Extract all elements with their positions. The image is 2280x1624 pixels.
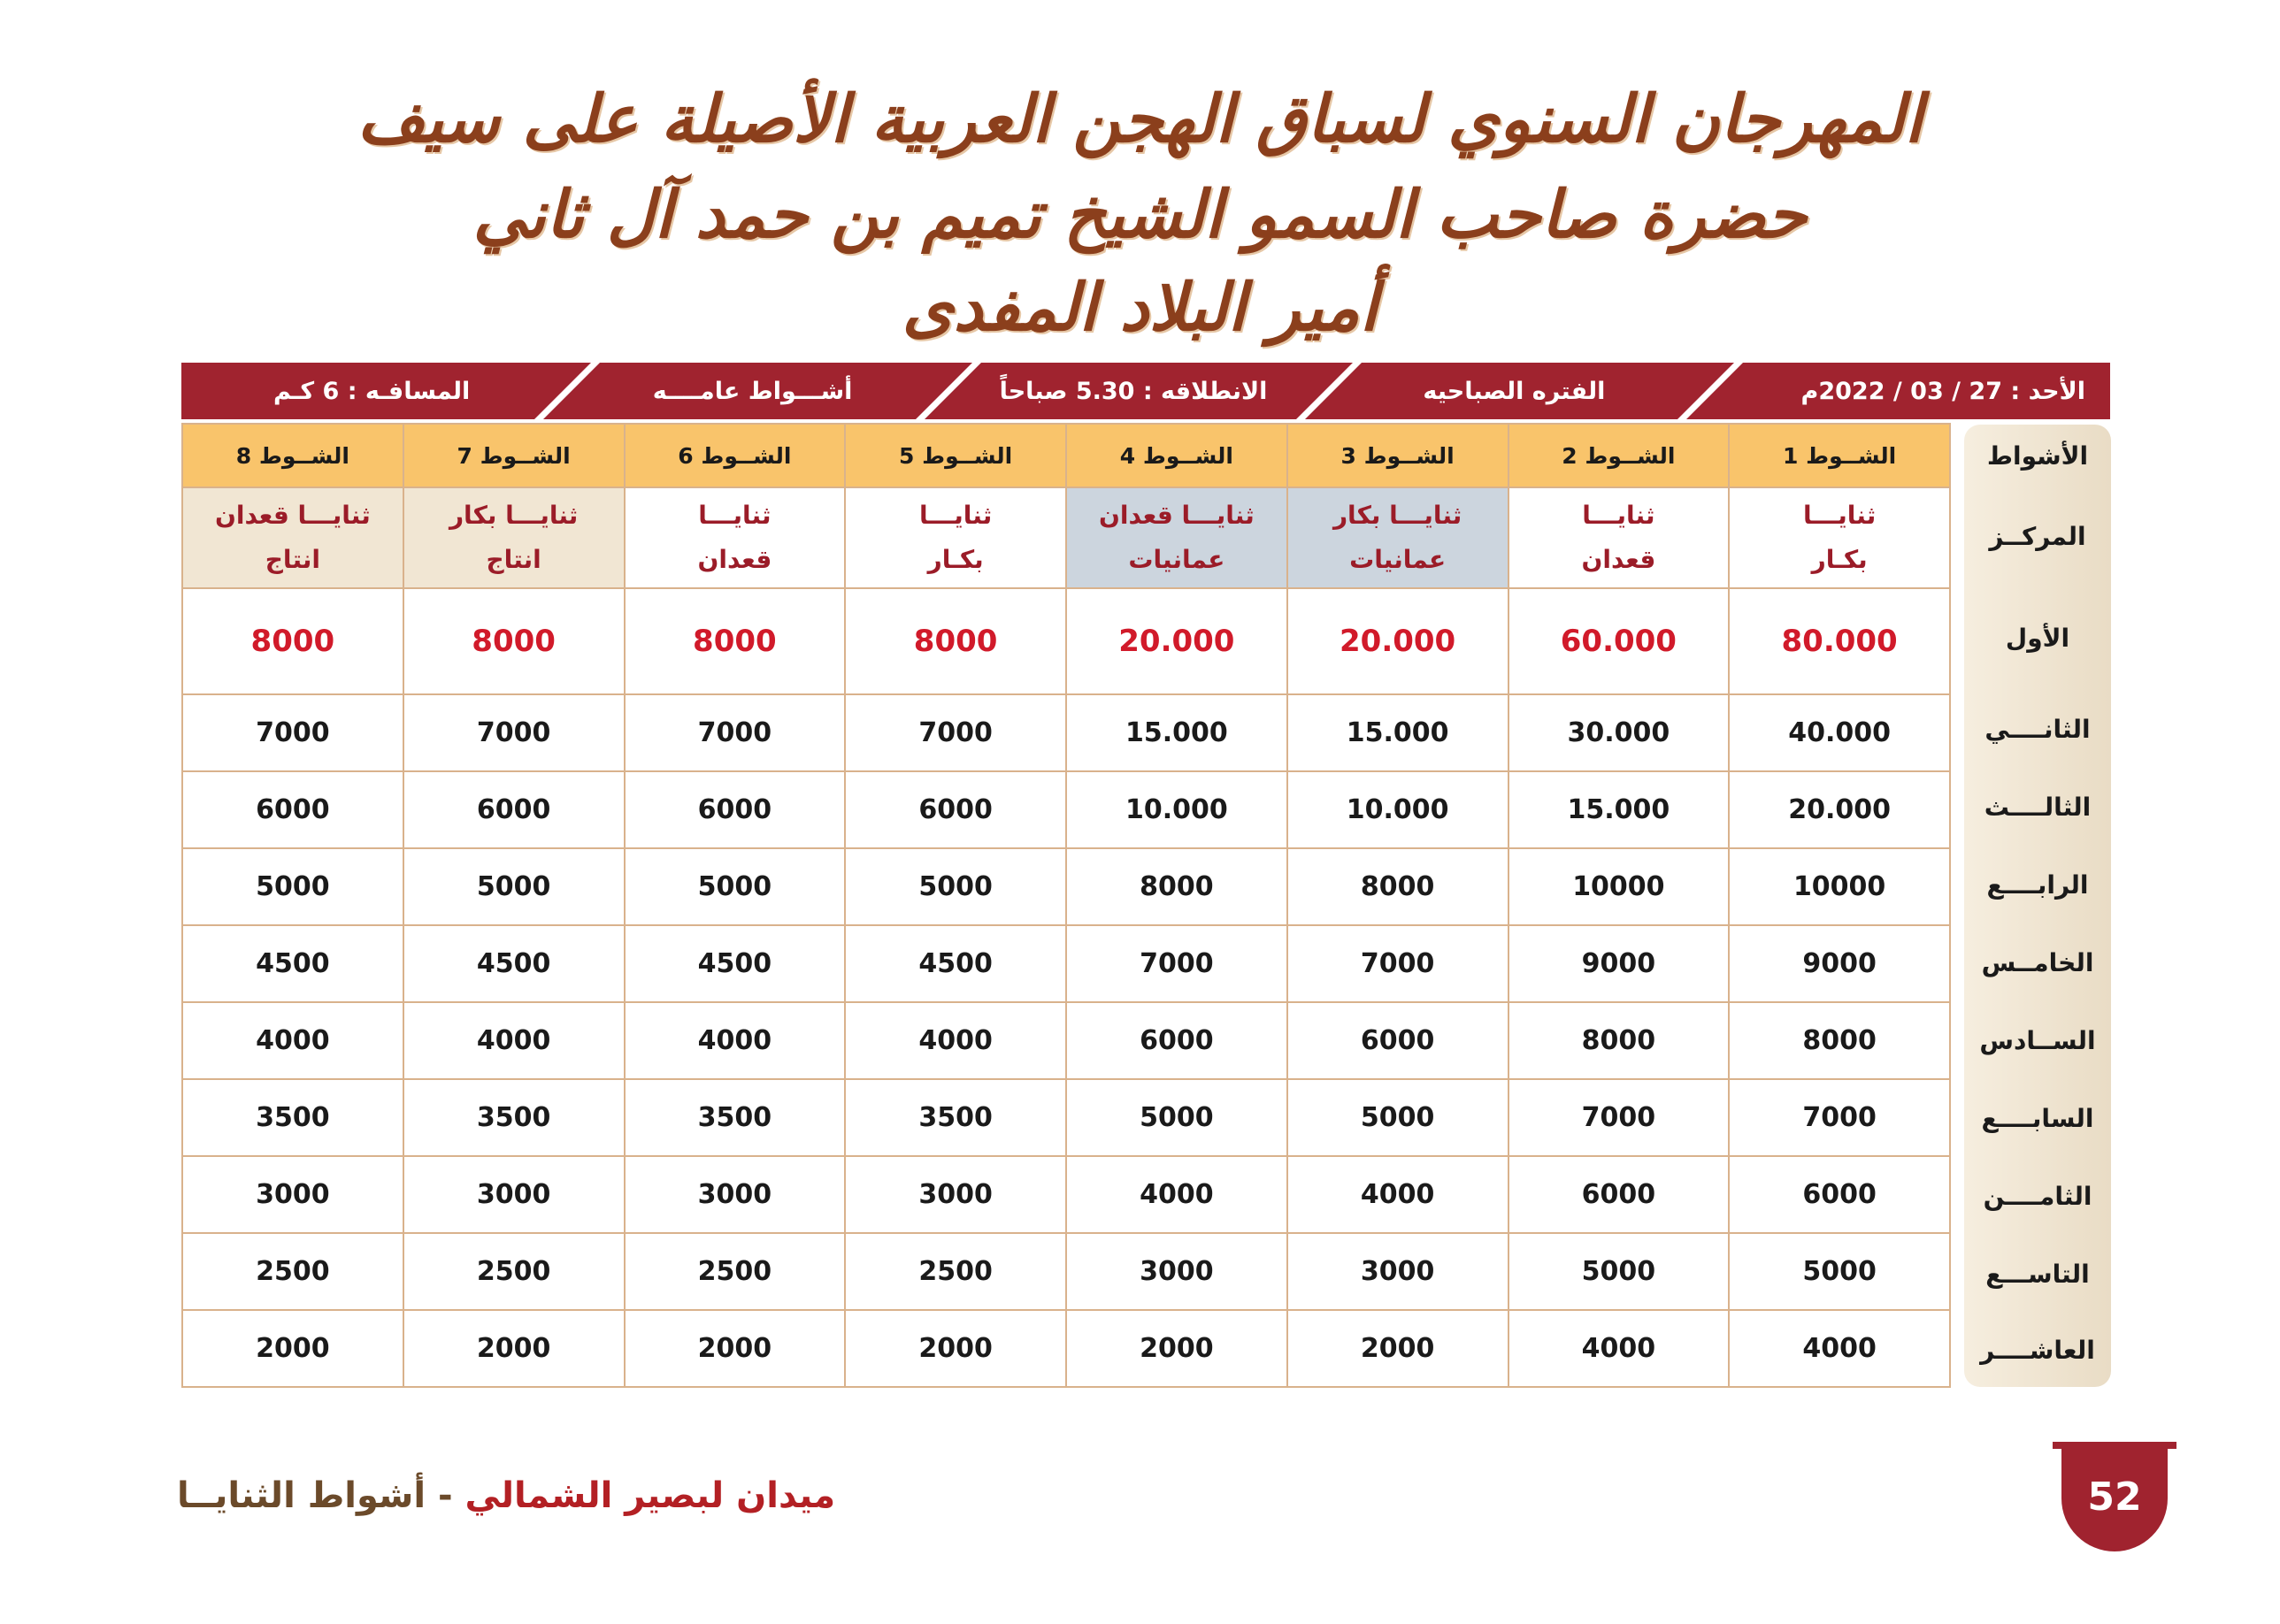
heat-header: الشــوط 8 bbox=[182, 424, 403, 487]
prize-cell: 6000 bbox=[1508, 1156, 1730, 1233]
category-row bbox=[182, 487, 1950, 588]
banner-start-time: الانطلاقه : 5.30 صباحاً bbox=[943, 363, 1324, 419]
heat-header: الشــوط 3 bbox=[1287, 424, 1508, 487]
prize-cell: 4000 bbox=[625, 1002, 846, 1079]
prize-cell: 6000 bbox=[1729, 1156, 1950, 1233]
heat-header: الشــوط 4 bbox=[1066, 424, 1287, 487]
prize-cell: 7000 bbox=[1066, 925, 1287, 1002]
row-label-6th: الســادس bbox=[1979, 1025, 2096, 1055]
prize-cell: 80.000 bbox=[1729, 588, 1950, 694]
prize-cell: 2500 bbox=[403, 1233, 625, 1310]
prize-cell: 5000 bbox=[1508, 1233, 1730, 1310]
category-cell: ثنايـــا قعدان انتاج bbox=[182, 487, 403, 588]
prize-cell: 7000 bbox=[625, 694, 846, 771]
prize-row bbox=[182, 588, 1950, 694]
prize-row bbox=[182, 1002, 1950, 1079]
prize-cell: 5000 bbox=[1066, 1079, 1287, 1156]
prize-cell: 3000 bbox=[1287, 1233, 1508, 1310]
row-label-category: المركــز bbox=[1989, 521, 2086, 551]
prize-cell: 7000 bbox=[1508, 1079, 1730, 1156]
prize-cell: 3000 bbox=[182, 1156, 403, 1233]
prize-cell: 4500 bbox=[182, 925, 403, 1002]
prize-cell: 8000 bbox=[182, 588, 403, 694]
prize-cell: 5000 bbox=[845, 848, 1066, 925]
prize-cell: 6000 bbox=[625, 771, 846, 848]
prize-cell: 2500 bbox=[845, 1233, 1066, 1310]
heat-header: الشــوط 7 bbox=[403, 424, 625, 487]
prize-rows bbox=[182, 588, 1950, 1387]
prize-row bbox=[182, 925, 1950, 1002]
prize-cell: 8000 bbox=[1729, 1002, 1950, 1079]
prize-cell: 4500 bbox=[845, 925, 1066, 1002]
title-line-2: حضرة صاحب السمو الشيخ تميم بن حمد آل ثاني bbox=[472, 177, 1808, 253]
banner-heat-type: أشـــواط عامــــه bbox=[562, 363, 942, 419]
prize-row bbox=[182, 848, 1950, 925]
page-number: 52 bbox=[2087, 1474, 2142, 1520]
prize-cell: 6000 bbox=[403, 771, 625, 848]
prize-cell: 8000 bbox=[1287, 848, 1508, 925]
prize-cell: 15.000 bbox=[1287, 694, 1508, 771]
heats-header-row bbox=[182, 424, 1950, 487]
prize-cell: 2000 bbox=[403, 1310, 625, 1387]
banner-distance: المسافـه : 6 كـم bbox=[273, 377, 471, 405]
prize-cell: 8000 bbox=[1508, 1002, 1730, 1079]
prize-cell: 10000 bbox=[1729, 848, 1950, 925]
row-label-2nd: الثانــــي bbox=[1984, 714, 2091, 744]
prize-cell: 6000 bbox=[1287, 1002, 1508, 1079]
category-cell: ثنايـــا قعدان bbox=[625, 487, 846, 588]
prize-cell: 10.000 bbox=[1287, 771, 1508, 848]
prize-cell: 5000 bbox=[1729, 1233, 1950, 1310]
prize-cell: 4500 bbox=[625, 925, 846, 1002]
row-label-9th: التاســـع bbox=[1985, 1259, 2090, 1289]
category-cell: ثنايـــا قعدان bbox=[1508, 487, 1730, 588]
prize-cell: 7000 bbox=[1287, 925, 1508, 1002]
prize-cell: 7000 bbox=[403, 694, 625, 771]
row-label-3rd: الثالــــث bbox=[1984, 792, 2092, 822]
prize-row bbox=[182, 1156, 1950, 1233]
row-label-4th: الرابــــع bbox=[1986, 869, 2089, 900]
prize-cell: 15.000 bbox=[1508, 771, 1730, 848]
category-cell: ثنايـــا بكار عمانيات bbox=[1287, 487, 1508, 588]
prize-cell: 4000 bbox=[1066, 1156, 1287, 1233]
prize-cell: 7000 bbox=[182, 694, 403, 771]
prize-cell: 7000 bbox=[845, 694, 1066, 771]
prize-row bbox=[182, 1233, 1950, 1310]
prize-cell: 4000 bbox=[1508, 1310, 1730, 1387]
heat-header: الشــوط 2 bbox=[1508, 424, 1730, 487]
prize-cell: 3500 bbox=[845, 1079, 1066, 1156]
prize-cell: 4000 bbox=[845, 1002, 1066, 1079]
page-number-badge bbox=[2061, 1442, 2168, 1551]
heat-header: الشــوط 1 bbox=[1729, 424, 1950, 487]
category-cell: ثنايـــا بكـار bbox=[1729, 487, 1950, 588]
prize-cell: 2000 bbox=[845, 1310, 1066, 1387]
prize-cell: 20.000 bbox=[1066, 588, 1287, 694]
prize-cell: 2500 bbox=[625, 1233, 846, 1310]
prize-cell: 7000 bbox=[1729, 1079, 1950, 1156]
footer-section: أشواط الثنايــا bbox=[177, 1475, 426, 1516]
prize-cell: 5000 bbox=[1287, 1079, 1508, 1156]
category-cell: ثنايـــا قعدان عمانيات bbox=[1066, 487, 1287, 588]
prize-cell: 3500 bbox=[403, 1079, 625, 1156]
prize-cell: 4000 bbox=[403, 1002, 625, 1079]
prize-cell: 6000 bbox=[1066, 1002, 1287, 1079]
prize-cell: 8000 bbox=[403, 588, 625, 694]
prize-cell: 2500 bbox=[182, 1233, 403, 1310]
prize-cell: 40.000 bbox=[1729, 694, 1950, 771]
prize-cell: 4000 bbox=[1729, 1310, 1950, 1387]
prize-cell: 4500 bbox=[403, 925, 625, 1002]
row-label-7th: السابــــع bbox=[1981, 1103, 2094, 1133]
prize-cell: 3000 bbox=[845, 1156, 1066, 1233]
prize-cell: 10000 bbox=[1508, 848, 1730, 925]
heat-header: الشــوط 6 bbox=[625, 424, 846, 487]
footer-venue: ميدان لبصير الشمالي bbox=[464, 1475, 836, 1516]
prize-cell: 30.000 bbox=[1508, 694, 1730, 771]
prize-cell: 8000 bbox=[1066, 848, 1287, 925]
footer-separator: - bbox=[426, 1475, 465, 1516]
prize-row bbox=[182, 771, 1950, 848]
row-labels-column bbox=[1964, 425, 2111, 1387]
row-label-1st: الأول bbox=[2005, 623, 2070, 653]
row-label-10th: العاشــــر bbox=[1980, 1335, 2095, 1365]
prize-cell: 3500 bbox=[625, 1079, 846, 1156]
prize-cell: 6000 bbox=[182, 771, 403, 848]
info-banner bbox=[181, 363, 2110, 419]
prize-cell: 60.000 bbox=[1508, 588, 1730, 694]
prize-cell: 8000 bbox=[625, 588, 846, 694]
prize-cell: 20.000 bbox=[1287, 588, 1508, 694]
prize-cell: 3000 bbox=[625, 1156, 846, 1233]
prize-cell: 3000 bbox=[403, 1156, 625, 1233]
footer-title bbox=[177, 1475, 835, 1516]
prize-row bbox=[182, 694, 1950, 771]
prize-cell: 9000 bbox=[1508, 925, 1730, 1002]
prize-cell: 5000 bbox=[182, 848, 403, 925]
prize-cell: 5000 bbox=[403, 848, 625, 925]
row-label-heats: الأشواط bbox=[1986, 440, 2089, 471]
prize-row bbox=[182, 1079, 1950, 1156]
prize-cell: 20.000 bbox=[1729, 771, 1950, 848]
prize-cell: 3500 bbox=[182, 1079, 403, 1156]
prize-table bbox=[181, 423, 1951, 1388]
row-label-8th: الثامــــن bbox=[1983, 1181, 2092, 1211]
prize-cell: 4000 bbox=[1287, 1156, 1508, 1233]
prize-cell: 10.000 bbox=[1066, 771, 1287, 848]
heat-header: الشــوط 5 bbox=[845, 424, 1066, 487]
title-line-3: أمير البلاد المفدى bbox=[902, 270, 1378, 346]
prize-cell: 3000 bbox=[1066, 1233, 1287, 1310]
prize-cell: 15.000 bbox=[1066, 694, 1287, 771]
prize-cell: 2000 bbox=[182, 1310, 403, 1387]
prize-cell: 2000 bbox=[625, 1310, 846, 1387]
prize-cell: 5000 bbox=[625, 848, 846, 925]
prize-cell: 2000 bbox=[1287, 1310, 1508, 1387]
prize-cell: 9000 bbox=[1729, 925, 1950, 1002]
category-cell: ثنايـــا بكار انتاج bbox=[403, 487, 625, 588]
row-label-5th: الخامــس bbox=[1981, 947, 2094, 977]
prize-row bbox=[182, 1310, 1950, 1387]
prize-cell: 6000 bbox=[845, 771, 1066, 848]
banner-date: الأحد : 27 / 03 / 2022م bbox=[1705, 363, 2110, 419]
banner-period: الفتره الصباحيه bbox=[1324, 363, 1704, 419]
title-line-1: المهرجان السنوي لسباق الهجن العربية الأصيلة على سيف bbox=[357, 81, 1923, 157]
prize-cell: 2000 bbox=[1066, 1310, 1287, 1387]
prize-cell: 4000 bbox=[182, 1002, 403, 1079]
prize-cell: 8000 bbox=[845, 588, 1066, 694]
category-cell: ثنايـــا بكـار bbox=[845, 487, 1066, 588]
